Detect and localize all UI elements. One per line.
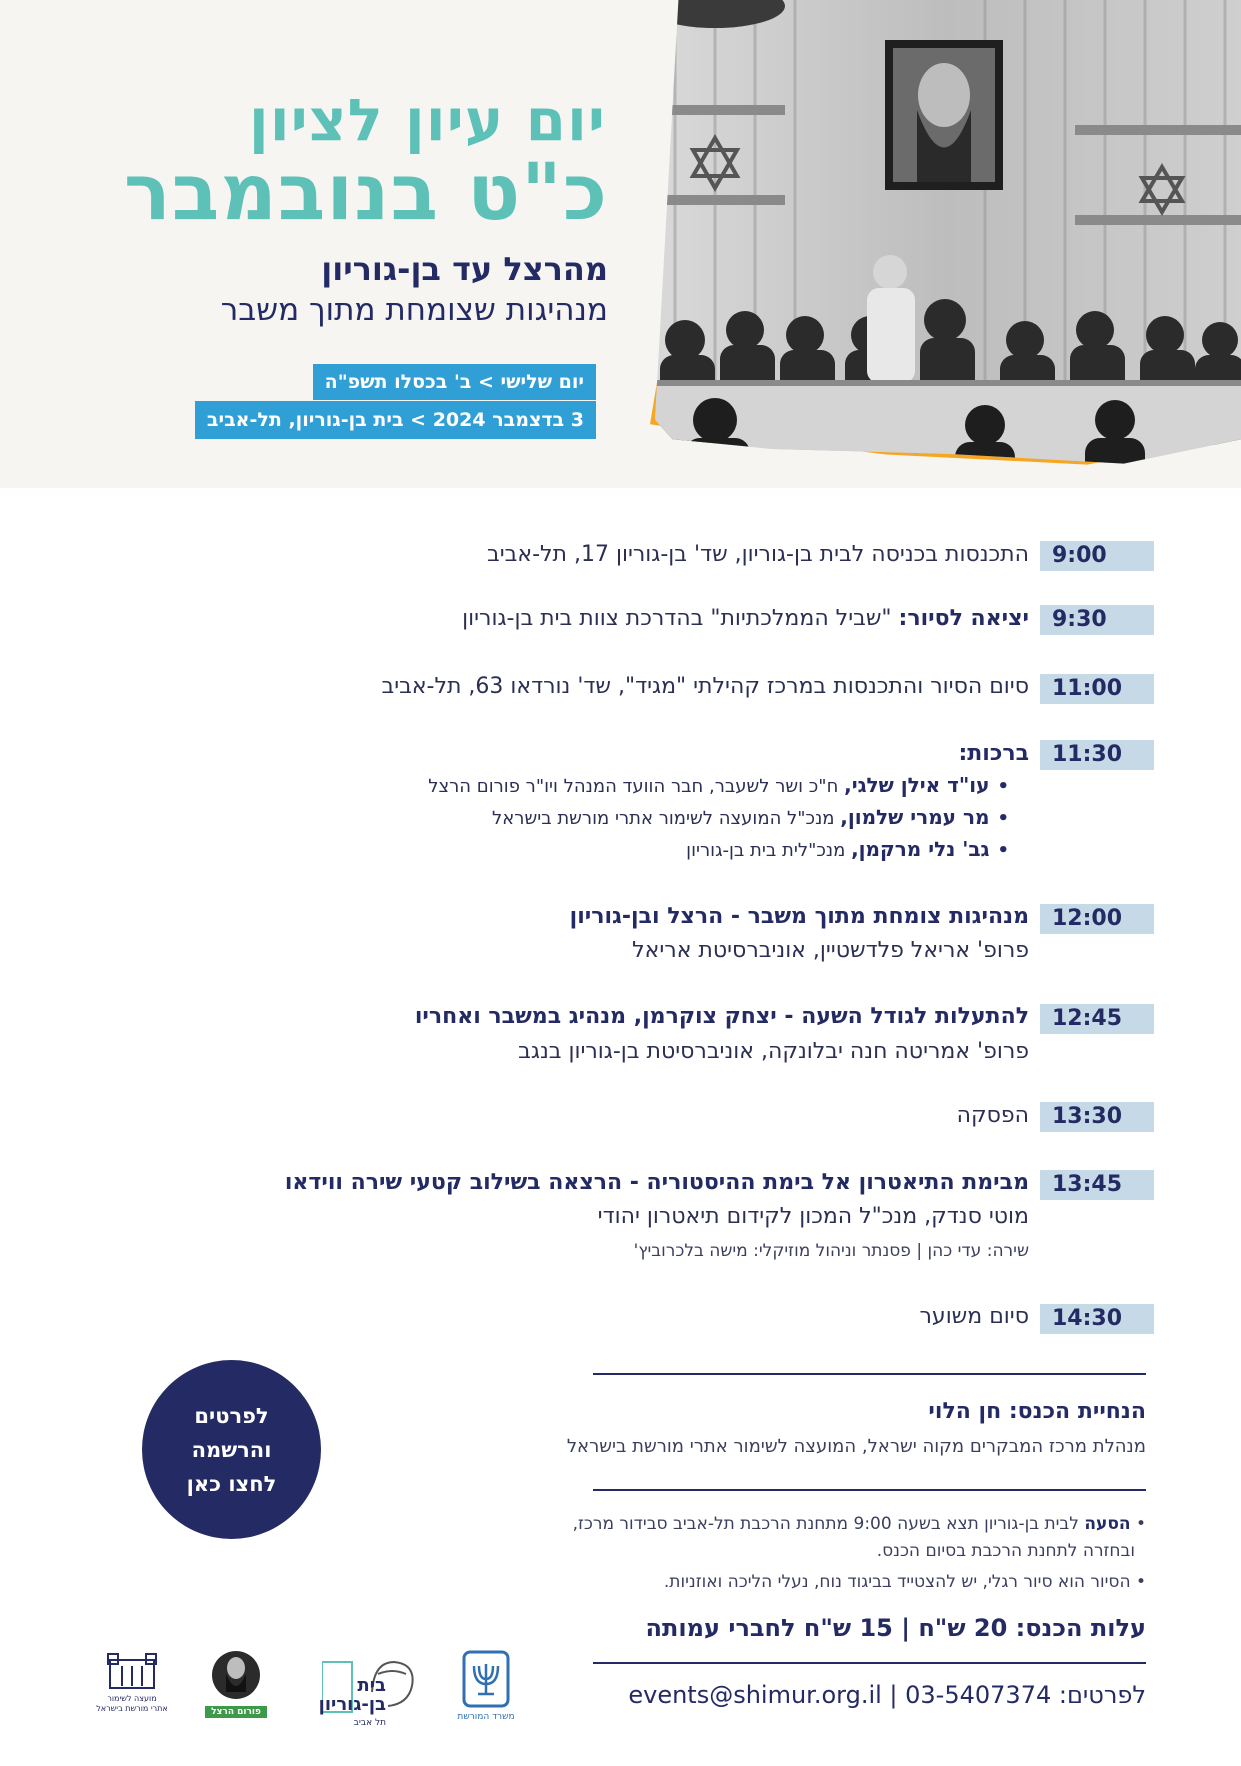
greeting-name: מר עמרי שלמון, xyxy=(840,805,990,829)
lecture-title: מבימת התיאטרון אל בימת ההיסטוריה - הרצאה בשילוב קטעי שירה ווידאו xyxy=(284,1170,1029,1195)
registration-line: לפרטים xyxy=(194,1403,269,1428)
divider xyxy=(593,1489,1146,1491)
price: עלות הכנס: 20 ש"ח | 15 ש"ח לחברי עמותה xyxy=(645,1614,1146,1642)
time-slot: 13:45 xyxy=(1040,1170,1154,1200)
greeting-role: מנכ"לית בית בן-גוריון xyxy=(686,840,846,861)
contact-label: לפרטים: xyxy=(1058,1681,1146,1709)
bullet-icon: • xyxy=(1130,1514,1146,1534)
time-slot: 9:00 xyxy=(1040,541,1154,571)
council-name: אתרי מורשת בישראל xyxy=(96,1704,168,1713)
moderator-role: מנהלת מרכז המבקרים מקוה ישראל, המועצה לשימור אתרי מורשת בישראל xyxy=(566,1436,1146,1457)
logo-text: תל אביב xyxy=(353,1718,386,1728)
contact-value[interactable]: events@shimur.org.il | 03-5407374 xyxy=(628,1681,1052,1709)
performance-credits: שירה: עדי כהן | פסנתר וניהול מוזיקלי: מישה בלכרוביץ' xyxy=(633,1241,1029,1261)
greeting-role: מנכ"ל המועצה לשימור אתרי מורשת בישראל xyxy=(492,808,835,829)
ministry-of-heritage-logo xyxy=(448,1650,524,1722)
registration-button[interactable] xyxy=(142,1360,321,1539)
lecture-speaker: פרופ' אמריטה חנה יבלונקה, אוניברסיטת בן-גוריון בנגב xyxy=(518,1039,1029,1064)
lecture-speaker: פרופ' אריאל פלדשטיין, אוניברסיטת אריאל xyxy=(632,938,1029,963)
lecture-title: מנהיגות צומחת מתוך משבר - הרצל ובן-גוריון xyxy=(569,904,1029,929)
transport-text: לבית בן-גוריון תצא בשעה 9:00 מתחנת הרכבת תל-אביב סבידור מרכז, xyxy=(572,1514,1079,1534)
event-subtitle: מנהיגות שצומחת מתוך משבר xyxy=(220,292,608,328)
bullet-icon: • xyxy=(997,776,1009,797)
time-slot: 11:30 xyxy=(1040,740,1154,770)
greeting-list xyxy=(428,770,1009,866)
schedule-item-text: "שביל הממלכתיות" בהדרכת צוות בית בן-גוריון xyxy=(462,606,892,631)
registration-line: והרשמה xyxy=(191,1437,272,1462)
logo-text: בן-גוריון xyxy=(318,1694,386,1715)
menorah-emblem-icon xyxy=(462,1650,510,1708)
logo-text: בית xyxy=(357,1675,386,1696)
time-slot: 14:30 xyxy=(1040,1304,1154,1334)
schedule-item-label: יציאה לסיור: xyxy=(898,606,1029,631)
council-name: מועצה לשימור xyxy=(107,1694,157,1703)
event-date-title: כ"ט בנובמבר xyxy=(123,148,608,238)
building-facade-icon xyxy=(106,1650,158,1690)
greeting-name: גב' נלי מרקמן, xyxy=(851,837,990,861)
schedule-item-text: סיום הסיור והתכנסות במרכז קהילתי "מגיד", שד' נורדאו 63, תל-אביב xyxy=(381,674,1029,699)
bullet-icon: • xyxy=(997,808,1009,829)
greeting-name: עו"ד אילן שלגי, xyxy=(844,773,990,797)
time-slot: 12:00 xyxy=(1040,904,1154,934)
ministry-name: משרד המורשת xyxy=(457,1712,515,1722)
divider xyxy=(593,1373,1146,1375)
date-location-badge: 3 בדצמבר 2024 > בית בן-גוריון, תל-אביב xyxy=(195,401,596,439)
moderator: הנחיית הכנס: חן הלוי xyxy=(928,1399,1146,1424)
list-item xyxy=(428,770,1009,802)
schedule-item xyxy=(462,604,1029,634)
schedule-item-text: הפסקה xyxy=(956,1103,1029,1128)
transport-text-continued: ובחזרה לתחנת הרכבת בסיום הכנס. xyxy=(876,1541,1135,1561)
heritage-council-logo xyxy=(92,1650,172,1714)
lecture-title: להתעלות לגודל השעה - יצחק צוקרמן, מנהיג במשבר ואחריו xyxy=(414,1004,1029,1029)
time-slot: 13:30 xyxy=(1040,1102,1154,1132)
greeting-role: ח"כ ושר לשעבר, חבר הוועד המנהל ויו"ר פורום הרצל xyxy=(428,776,839,797)
walk-note-text: הסיור הוא סיור רגלי, יש להצטייד בביגוד נוח, נעלי הליכה ואוזניות. xyxy=(663,1572,1131,1592)
list-item xyxy=(428,834,1009,866)
historic-photo xyxy=(655,0,1241,488)
time-slot: 12:45 xyxy=(1040,1004,1154,1034)
ben-gurion-house-logo xyxy=(318,1652,426,1728)
transport-note xyxy=(573,1514,1146,1534)
bullet-icon: • xyxy=(997,840,1009,861)
herzl-portrait-icon xyxy=(211,1648,261,1702)
bullet-icon: • xyxy=(1130,1572,1146,1592)
walk-note xyxy=(664,1572,1146,1592)
registration-line: לחצו כאן xyxy=(186,1471,277,1496)
event-subtitle-bold: מהרצל עד בן-גוריון xyxy=(321,250,608,288)
divider xyxy=(593,1662,1146,1664)
herzl-forum-name: פורום הרצל xyxy=(205,1706,267,1718)
list-item xyxy=(428,802,1009,834)
lecture-speaker: מוטי סנדק, מנכ"ל המכון לקידום תיאטרון יהודי xyxy=(597,1204,1029,1229)
time-slot: 11:00 xyxy=(1040,674,1154,704)
hebrew-date-badge: יום שלישי > ב' בכסלו תשפ"ה xyxy=(313,364,596,400)
herzl-forum-logo xyxy=(198,1648,274,1718)
event-title: יום עיון לציון xyxy=(248,86,606,154)
schedule-item-text: סיום משוער xyxy=(919,1304,1029,1329)
transport-label: הסעה xyxy=(1084,1514,1131,1534)
time-slot: 9:30 xyxy=(1040,605,1154,635)
schedule-item-text: התכנסות בכניסה לבית בן-גוריון, שד' בן-גוריון 17, תל-אביב xyxy=(487,542,1029,567)
contact xyxy=(628,1681,1146,1709)
greetings-label: ברכות: xyxy=(958,741,1029,766)
